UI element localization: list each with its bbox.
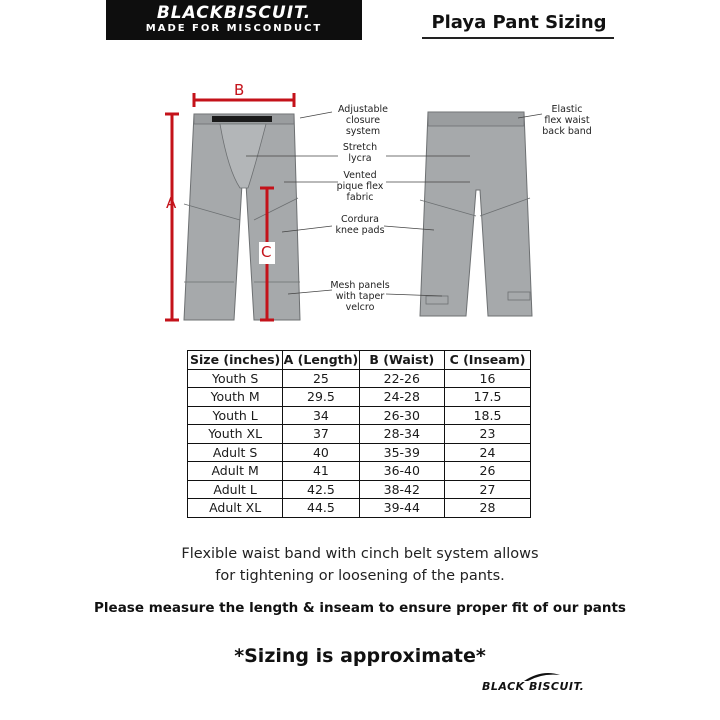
sizing-approximate-note: *Sizing is approximate* (234, 645, 486, 667)
table-cell: 24 (445, 443, 531, 462)
table-cell: 42.5 (283, 480, 359, 499)
table-header-cell: A (Length) (283, 352, 359, 368)
table-row (188, 425, 531, 444)
measure-instruction: Please measure the length & inseam to ensure proper fit of our pants (94, 600, 626, 616)
dimension-b-label: B (234, 81, 245, 99)
table-cell: 18.5 (445, 406, 531, 425)
table-cell: 24-28 (359, 388, 444, 407)
table-cell: Adult S (188, 443, 283, 462)
table-row (188, 443, 531, 462)
waistband-note (100, 543, 620, 587)
size-chart-table (187, 350, 531, 518)
table-cell: 41 (283, 462, 359, 481)
table-cell: 17.5 (445, 388, 531, 407)
brand-logo-footer (482, 680, 590, 696)
callout-elastic-waist: Elastic flex waist back band (542, 104, 592, 137)
table-cell: 16 (445, 369, 531, 388)
table-cell: 26-30 (359, 406, 444, 425)
dimension-a (165, 114, 179, 320)
table-cell: 28 (445, 499, 531, 518)
table-cell: Youth XL (188, 425, 283, 444)
table-cell: 26 (445, 462, 531, 481)
callout-stretch-lycra: Stretch lycra (342, 142, 378, 164)
table-cell: 38-42 (359, 480, 444, 499)
table-cell: Adult XL (188, 499, 283, 518)
table-row (188, 480, 531, 499)
swoosh-icon (522, 671, 562, 683)
table-cell: 36-40 (359, 462, 444, 481)
brand-name: BLACKBISCUIT. (156, 3, 312, 23)
table-cell: Youth S (188, 369, 283, 388)
table-cell: 27 (445, 480, 531, 499)
table-header-cell: Size (inches) (188, 351, 283, 370)
table-cell: 29.5 (283, 388, 359, 407)
table-cell: 23 (445, 425, 531, 444)
table-cell: 25 (283, 369, 359, 388)
table-row (188, 462, 531, 481)
table-header-cell: B (Waist) (359, 351, 444, 370)
front-pant (184, 114, 300, 320)
waistband-note-line2: for tightening or loosening of the pants. (215, 568, 505, 584)
table-cell: Youth L (188, 406, 283, 425)
pant-diagram (150, 70, 620, 330)
brand-logo-header (106, 0, 362, 40)
title-underline (422, 37, 614, 39)
dimension-a-label: A (166, 194, 177, 212)
waistband-note-line1: Flexible waist band with cinch belt system allows (181, 546, 539, 562)
table-cell: 34 (283, 406, 359, 425)
table-cell: 35-39 (359, 443, 444, 462)
table-cell: 28-34 (359, 425, 444, 444)
page-title: Playa Pant Sizing (431, 12, 607, 33)
table-row (188, 369, 531, 388)
table-cell: 39-44 (359, 499, 444, 518)
table-cell: 37 (283, 425, 359, 444)
table-cell: Adult M (188, 462, 283, 481)
table-header-cell: C (Inseam) (445, 351, 531, 370)
footer-brand-name: BLACK BISCUIT. (482, 680, 585, 693)
table-row (188, 406, 531, 425)
back-pant (420, 112, 532, 316)
callout-mesh-panels: Mesh panels with taper velcro (330, 280, 390, 313)
table-row (188, 499, 531, 518)
table-cell: 44.5 (283, 499, 359, 518)
table-cell: Adult L (188, 480, 283, 499)
dimension-c-label: C (261, 243, 272, 261)
table-header-row (188, 351, 531, 370)
table-cell: 22-26 (359, 369, 444, 388)
callout-cordura-knee: Cordura knee pads (335, 214, 385, 236)
callout-vented-pique: Vented pique flex fabric (336, 170, 384, 203)
table-cell: 40 (283, 443, 359, 462)
callout-adjustable-closure: Adjustable closure system (337, 104, 389, 137)
table-cell: Youth M (188, 388, 283, 407)
table-row (188, 388, 531, 407)
brand-tagline: MADE FOR MISCONDUCT (145, 23, 323, 34)
